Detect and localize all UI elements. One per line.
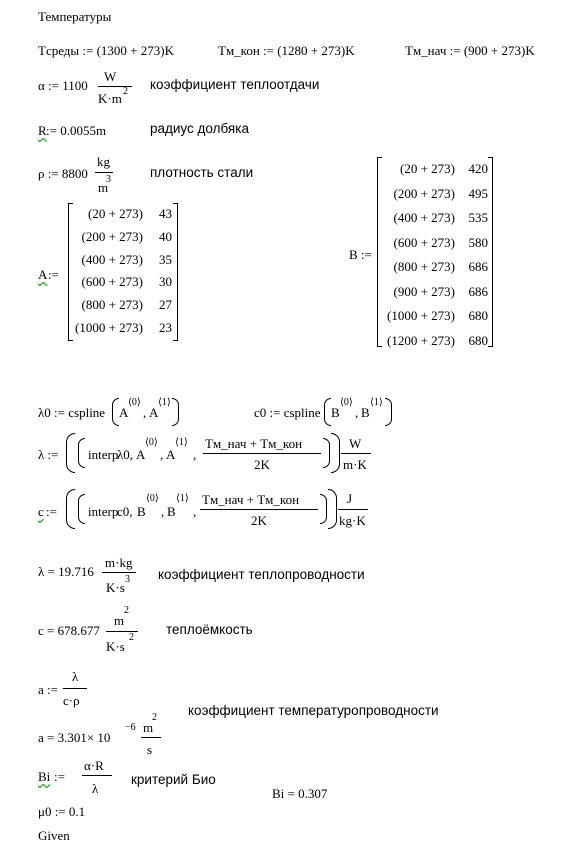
paren-left [112, 398, 119, 426]
rho-desc: плотность стали [150, 165, 254, 180]
bi-den: λ [92, 781, 99, 796]
matrix-a-right-bracket [173, 203, 178, 341]
c0-lhs: c0 := cspline [254, 405, 321, 420]
interp-sup-0: ⟨0⟩ [145, 437, 158, 448]
paren-left [78, 494, 85, 524]
rho-unit-exp: 3 [106, 174, 111, 185]
lambda0-lhs: λ0 := cspline [38, 405, 106, 420]
matrix-cell: 686 [468, 259, 488, 274]
a-exponent: −6 [125, 722, 136, 733]
t-final-def: Tм_кон := (1280 + 273)K [218, 43, 355, 58]
matrix-cell: (20 + 273) [400, 161, 455, 176]
c0-sup-1: ⟨1⟩ [370, 397, 383, 408]
c0-arg-b: B [331, 405, 340, 420]
matrix-cell: (200 + 273) [393, 185, 455, 201]
interp-arg1: λ0, [117, 447, 134, 462]
comma: , [355, 405, 359, 420]
frac-num: Tм_нач + Tм_кон [202, 492, 300, 507]
frac-den: 2K [251, 513, 267, 528]
c-assign: := [46, 504, 57, 519]
comma: , [160, 447, 164, 462]
unit-num: J [347, 491, 353, 506]
fraction-bar [141, 737, 161, 738]
paren-outer-right [331, 433, 340, 473]
interp-sup-1: ⟨1⟩ [175, 437, 188, 448]
c-value: c = 678.677 [38, 623, 100, 638]
matrix-b-lhs: B := [349, 247, 372, 262]
c-desc: теплоёмкость [166, 622, 253, 637]
paren-right [385, 398, 392, 426]
alpha-unit-num: W [104, 69, 117, 84]
interp-sup-1: ⟨1⟩ [176, 493, 189, 504]
paren-outer-right [328, 489, 337, 529]
unit-num: W [349, 436, 362, 451]
unit-exp: 3 [125, 574, 130, 585]
matrix-cell: 40 [159, 228, 172, 244]
interp-matrix: A [136, 447, 146, 462]
unit-den: K·s [106, 580, 125, 595]
lambda0-arg-a: A [119, 405, 129, 420]
unit-num: m [143, 720, 154, 735]
paren-outer-left [66, 433, 75, 473]
t-environment-def: Tсреды := (1300 + 273)K [38, 43, 174, 58]
matrix-cell: (1000 + 273) [387, 308, 455, 323]
matrix-cell: (800 + 273) [81, 297, 143, 313]
lambda-desc: коэффициент теплопроводности [158, 567, 365, 582]
a-lhs: a := [38, 682, 58, 697]
section-title: Температуры [38, 9, 112, 24]
radius-desc: радиус долбяка [150, 121, 249, 136]
matrix-cell: (600 + 273) [81, 274, 143, 290]
c0-sup-0: ⟨0⟩ [340, 397, 353, 408]
comma: , [193, 504, 197, 519]
paren-right [323, 438, 330, 468]
fraction-bar [338, 509, 368, 510]
comma: , [193, 447, 197, 462]
matrix-a-symbol: A [38, 267, 48, 282]
matrix-cell: (400 + 273) [81, 251, 143, 267]
matrix-b-right-bracket [488, 157, 493, 347]
frac-den: 2K [254, 457, 270, 472]
paren-left [78, 438, 85, 468]
fraction-bar [203, 453, 321, 454]
unit-den: kg·K [339, 513, 366, 528]
matrix-cell: (1200 + 273) [387, 332, 455, 348]
rho-unit-num: kg [97, 154, 110, 169]
lambda-value: λ = 19.716 [38, 564, 94, 579]
bi-result: Bi = 0.307 [272, 786, 328, 801]
alpha-lhs: α := 1100 [38, 78, 88, 93]
bi-symbol: Bi [38, 769, 51, 784]
matrix-cell: (600 + 273) [393, 234, 455, 250]
a-num: λ [72, 669, 79, 684]
rho-lhs: ρ := 8800 [38, 166, 88, 181]
fraction-bar [95, 172, 113, 173]
comma: , [161, 504, 165, 519]
radius-symbol: R [38, 123, 47, 138]
lambda0-sup-0: ⟨0⟩ [128, 397, 141, 408]
interp-arg1: c0, [117, 504, 133, 519]
c-symbol: c [38, 504, 44, 519]
matrix-cell: 686 [468, 283, 488, 299]
fraction-bar [82, 775, 112, 776]
mu0-def: μ0 := 0.1 [38, 804, 86, 819]
paren-right [320, 494, 327, 524]
lambda0-arg-a1: A [149, 405, 159, 420]
interp-matrix: B [167, 504, 176, 519]
unit-den: K·s [106, 639, 125, 654]
matrix-a-assign: := [48, 267, 59, 282]
matrix-cell: (800 + 273) [393, 259, 455, 274]
lambda0-sup-1: ⟨1⟩ [158, 397, 171, 408]
matrix-cell: (900 + 273) [393, 283, 455, 299]
matrix-cell: 30 [159, 274, 172, 290]
fraction-bar [341, 453, 371, 454]
matrix-cell: 495 [468, 185, 488, 201]
c0-arg-b1: B [361, 405, 370, 420]
radius-value: := 0.0055m [46, 123, 107, 138]
paren-outer-left [66, 489, 75, 529]
a-desc: коэффициент температуропроводности [188, 703, 439, 718]
matrix-cell: 27 [159, 297, 172, 313]
rho-unit-den: m [98, 180, 109, 195]
fraction-bar [102, 572, 136, 573]
matrix-cell: (20 + 273) [88, 206, 143, 221]
bi-num: α·R [84, 758, 104, 773]
unit-num: m·kg [105, 555, 133, 570]
unit-den: m·K [343, 457, 367, 472]
unit-num-exp: 2 [152, 712, 157, 723]
fraction-bar [63, 688, 87, 689]
interp-fn: interp [88, 504, 119, 519]
alpha-unit-den: K·m [98, 91, 122, 106]
fraction-bar [200, 509, 318, 510]
matrix-cell: 680 [468, 308, 488, 323]
a-den: c·ρ [63, 693, 80, 708]
matrix-a-left-bracket [68, 203, 73, 341]
frac-num: Tм_нач + Tм_кон [205, 436, 303, 451]
interp-fn: interp [88, 447, 119, 462]
matrix-cell: 680 [468, 332, 488, 348]
interp-sup-0: ⟨0⟩ [146, 493, 159, 504]
given-keyword: Given [38, 828, 70, 843]
unit-num-exp: 2 [124, 605, 129, 616]
comma: , [143, 405, 147, 420]
matrix-cell: 35 [159, 251, 172, 267]
lambda-lhs: λ := [38, 447, 59, 462]
matrix-cell: 535 [468, 210, 488, 225]
bi-assign: := [54, 769, 65, 784]
paren-right [172, 398, 179, 426]
matrix-b-left-bracket [377, 157, 382, 347]
paren-left [324, 398, 331, 426]
matrix-cell: (1000 + 273) [75, 320, 143, 335]
unit-den: s [147, 742, 153, 757]
matrix-cell: 580 [468, 234, 488, 250]
matrix-cell: (400 + 273) [393, 210, 455, 225]
interp-matrix: A [166, 447, 176, 462]
t-initial-def: Tм_нач := (900 + 273)K [405, 43, 535, 58]
alpha-unit-exp: 2 [123, 86, 128, 97]
interp-matrix: B [137, 504, 146, 519]
bi-desc: критерий Био [131, 772, 216, 787]
matrix-cell: 23 [159, 320, 172, 335]
alpha-desc: коэффициент теплоотдачи [150, 77, 320, 92]
unit-num: m [114, 613, 125, 628]
matrix-cell: (200 + 273) [81, 228, 143, 244]
a-value: a = 3.301× 10 [38, 730, 111, 745]
matrix-cell: 43 [159, 206, 172, 221]
matrix-cell: 420 [468, 161, 488, 176]
unit-den-exp: 2 [129, 632, 134, 643]
